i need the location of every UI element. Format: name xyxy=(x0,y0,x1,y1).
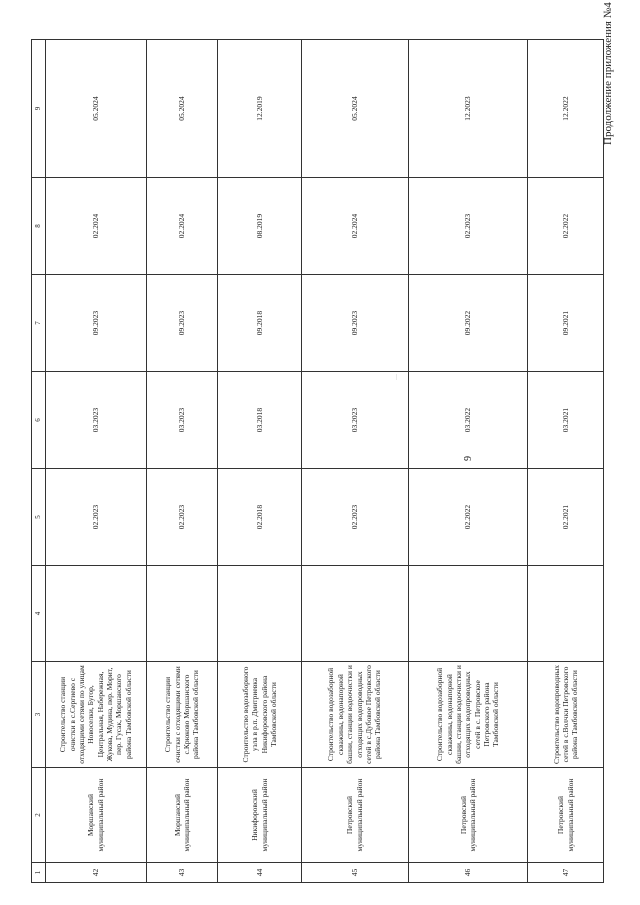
table-row xyxy=(408,40,528,883)
date-cell: 02.2021 xyxy=(528,469,604,566)
appendix-caption: Продолжение приложения №4 xyxy=(602,2,614,145)
date-cell: 09.2022 xyxy=(408,275,528,372)
object-cell: Строительство станции очистки в с.Сергиево с отходящими сетями по улицам Новоселки, Бугор, Центральная, Набережная, Жукова, Мудина, пер. Морит, пер. Гусак, Моршанского района Тамбовской области xyxy=(45,662,146,768)
header-cell: 6 xyxy=(32,372,46,469)
row-number: 46 xyxy=(408,863,528,883)
date-cell: 02.2022 xyxy=(408,469,528,566)
date-cell: 02.2024 xyxy=(301,178,408,275)
row-number: 43 xyxy=(146,863,218,883)
date-cell: 09.2021 xyxy=(528,275,604,372)
date-cell: 03.2023 xyxy=(301,372,408,469)
header-cell: 7 xyxy=(32,275,46,372)
empty-cell xyxy=(218,566,301,662)
date-cell: 05.2024 xyxy=(301,40,408,178)
date-cell: 02.2024 xyxy=(45,178,146,275)
date-cell: 03.2023 xyxy=(146,372,218,469)
district-cell: Никифоровский муниципальный район xyxy=(218,768,301,863)
date-cell: 02.2023 xyxy=(45,469,146,566)
date-cell: 02.2023 xyxy=(408,178,528,275)
district-cell: Моршанский муниципальный район xyxy=(45,768,146,863)
header-cell: 5 xyxy=(32,469,46,566)
district-cell: Петровский муниципальный район xyxy=(528,768,604,863)
header-cell: 4 xyxy=(32,566,46,662)
date-cell: 12.2022 xyxy=(528,40,604,178)
date-cell: 05.2024 xyxy=(45,40,146,178)
date-cell: 12.2019 xyxy=(218,40,301,178)
date-cell: 03.2021 xyxy=(528,372,604,469)
object-cell: Строительство водозаборной скважины, водонапорной башни, станции водоочистки и отходящих водопроводных сетей в с.Дубовое Петровского района Тамбовской области xyxy=(301,662,408,768)
header-cell: 3 xyxy=(32,662,46,768)
empty-cell xyxy=(146,566,218,662)
table-row xyxy=(45,40,146,883)
table-row xyxy=(218,40,301,883)
date-cell: 12.2023 xyxy=(408,40,528,178)
object-cell: Строительство водозаборной скважины, водонапорной башни, станции водоочистки и отходящих водопроводных сетей в с. Петровское Петровского района Тамбовской области xyxy=(408,662,528,768)
date-cell: 03.2023 xyxy=(45,372,146,469)
object-cell: Строительство водопроводных сетей в с.Волчки Петровского района Тамбовской области xyxy=(528,662,604,768)
empty-cell xyxy=(528,566,604,662)
row-number: 45 xyxy=(301,863,408,883)
object-cell: Строительство водозаборного узла в р.п. Дмитриевка Никифоровского района Тамбовской области xyxy=(218,662,301,768)
schedule-table xyxy=(31,39,604,883)
date-cell: 02.2024 xyxy=(146,178,218,275)
table-row xyxy=(146,40,218,883)
row-number: 44 xyxy=(218,863,301,883)
date-cell: 09.2023 xyxy=(146,275,218,372)
header-cell: 1 xyxy=(32,863,46,883)
empty-cell xyxy=(301,566,408,662)
page-number: 9 xyxy=(463,456,474,461)
district-cell: Моршанский муниципальный район xyxy=(146,768,218,863)
header-row xyxy=(32,40,46,883)
date-cell: 09.2018 xyxy=(218,275,301,372)
empty-cell xyxy=(45,566,146,662)
date-cell: 02.2023 xyxy=(301,469,408,566)
date-cell: 05.2024 xyxy=(146,40,218,178)
row-number: 42 xyxy=(45,863,146,883)
header-cell: 2 xyxy=(32,768,46,863)
header-cell: 8 xyxy=(32,178,46,275)
date-cell: 03.2018 xyxy=(218,372,301,469)
date-cell: 02.2023 xyxy=(146,469,218,566)
object-cell: Строительство станции очистки с отходящими сетями с.Крюково Моршанского района Тамбовской области xyxy=(146,662,218,768)
date-cell: 03.2022 xyxy=(408,372,528,469)
district-cell: Петровский муниципальный район xyxy=(301,768,408,863)
table-row xyxy=(528,40,604,883)
row-number: 47 xyxy=(528,863,604,883)
date-cell: 09.2023 xyxy=(301,275,408,372)
table-row xyxy=(301,40,408,883)
date-cell: 02.2018 xyxy=(218,469,301,566)
district-cell: Петровский муниципальный район xyxy=(408,768,528,863)
date-cell: 09.2023 xyxy=(45,275,146,372)
faint-mark: … xyxy=(393,374,399,380)
date-cell: 08.2019 xyxy=(218,178,301,275)
header-cell: 9 xyxy=(32,40,46,178)
empty-cell xyxy=(408,566,528,662)
date-cell: 02.2022 xyxy=(528,178,604,275)
